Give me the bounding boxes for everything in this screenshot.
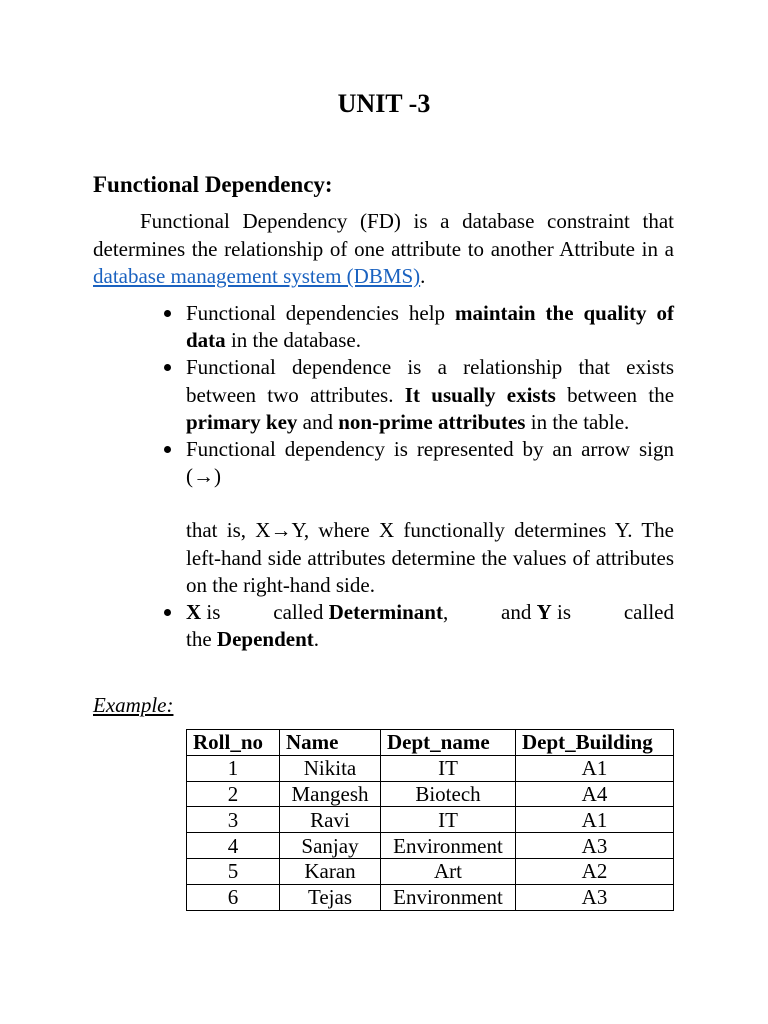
bullet-bold-text: primary key [186, 409, 298, 434]
bullet-text: Functional dependencies help [186, 301, 456, 325]
paragraph-spacer [186, 490, 674, 517]
bullet-word-group [273, 599, 448, 626]
bullet-text: is [551, 600, 572, 625]
bullet-bold-text: It usually exists [404, 382, 556, 407]
bullet-item-quality [186, 300, 674, 354]
column-header: Dept_name [381, 730, 516, 756]
table-row [187, 833, 674, 859]
bullet-bold-text: X [186, 600, 202, 625]
bullet-item-determinant [186, 599, 674, 653]
bullet-text: that is, X→Y, where X functionally determines Y. The left-hand side attributes determine the values of attributes on the right-hand side. [186, 518, 674, 597]
table-cell: IT [381, 755, 516, 781]
table-row [187, 807, 674, 833]
bullet-list [186, 300, 674, 653]
column-header: Name [280, 730, 381, 756]
bullet-word-group [501, 599, 571, 626]
column-header: Roll_no [187, 730, 280, 756]
table-cell: Environment [381, 833, 516, 859]
table-cell: 6 [187, 884, 280, 910]
section-heading: Functional Dependency: [93, 172, 333, 197]
column-header: Dept_Building [516, 730, 674, 756]
table-cell: Sanjay [280, 833, 381, 859]
bullet-text: in the table. [525, 409, 630, 434]
bullet-bold-text: Determinant [328, 600, 443, 625]
bullet-text: is [201, 600, 221, 625]
table-cell: Mangesh [280, 781, 381, 807]
bullet-text: . [313, 627, 319, 652]
bullet-text: and [501, 600, 537, 625]
bullet-bold-text: maintain the quality of data [186, 301, 674, 353]
table-cell: A3 [516, 884, 674, 910]
bullet-text: , [442, 600, 449, 625]
table-cell: A1 [516, 807, 674, 833]
table-row [187, 781, 674, 807]
table-cell: A3 [516, 833, 674, 859]
table-cell: IT [381, 807, 516, 833]
table-cell: 1 [187, 755, 280, 781]
table-cell: 5 [187, 858, 280, 884]
bullet-text: in the database. [225, 328, 361, 353]
bullet-item-relationship [186, 354, 674, 436]
table-cell: 2 [187, 781, 280, 807]
bullet-text: called [273, 600, 329, 625]
bullet-text: the [186, 627, 217, 652]
table-cell: A1 [516, 755, 674, 781]
bullet-text: called [623, 600, 674, 625]
table-header-row [187, 730, 674, 756]
table-cell: Biotech [381, 781, 516, 807]
bullet-text: Functional dependency is represented by an arrow sign (→) [186, 437, 674, 489]
table-cell: Ravi [280, 807, 381, 833]
table-cell: Nikita [280, 755, 381, 781]
table-cell: Environment [381, 884, 516, 910]
bullet-item-arrow [186, 436, 674, 599]
table-cell: 4 [187, 833, 280, 859]
bullet-text: Functional dependence is a relationship that exists between two attributes. [186, 355, 674, 407]
intro-text-end: . [420, 264, 426, 288]
table-cell: A4 [516, 781, 674, 807]
intro-paragraph [93, 208, 674, 291]
example-label: Example: [93, 693, 174, 717]
table-cell: Karan [280, 858, 381, 884]
bullet-bold-text: Y [536, 600, 552, 625]
intro-text: Functional Dependency (FD) is a database constraint that determines the relationship of one attribute to another Attribute in a [93, 209, 674, 261]
table-cell: A2 [516, 858, 674, 884]
bullet-text: between the [555, 382, 675, 407]
bullet-justified-line [186, 599, 674, 626]
bullet-text: and [297, 409, 339, 434]
example-table [186, 729, 674, 911]
bullet-bold-text: non-prime attributes [338, 409, 526, 434]
table-cell: Art [381, 858, 516, 884]
table-row [187, 755, 674, 781]
bullet-line [186, 626, 674, 653]
unit-title: UNIT -3 [337, 89, 431, 118]
table-row [187, 858, 674, 884]
dbms-link[interactable]: database management system (DBMS) [93, 264, 421, 288]
table-cell: Tejas [280, 884, 381, 910]
bullet-word-group [186, 599, 220, 626]
table-row [187, 884, 674, 910]
table-cell: 3 [187, 807, 280, 833]
bullet-bold-text: Dependent [216, 627, 314, 652]
